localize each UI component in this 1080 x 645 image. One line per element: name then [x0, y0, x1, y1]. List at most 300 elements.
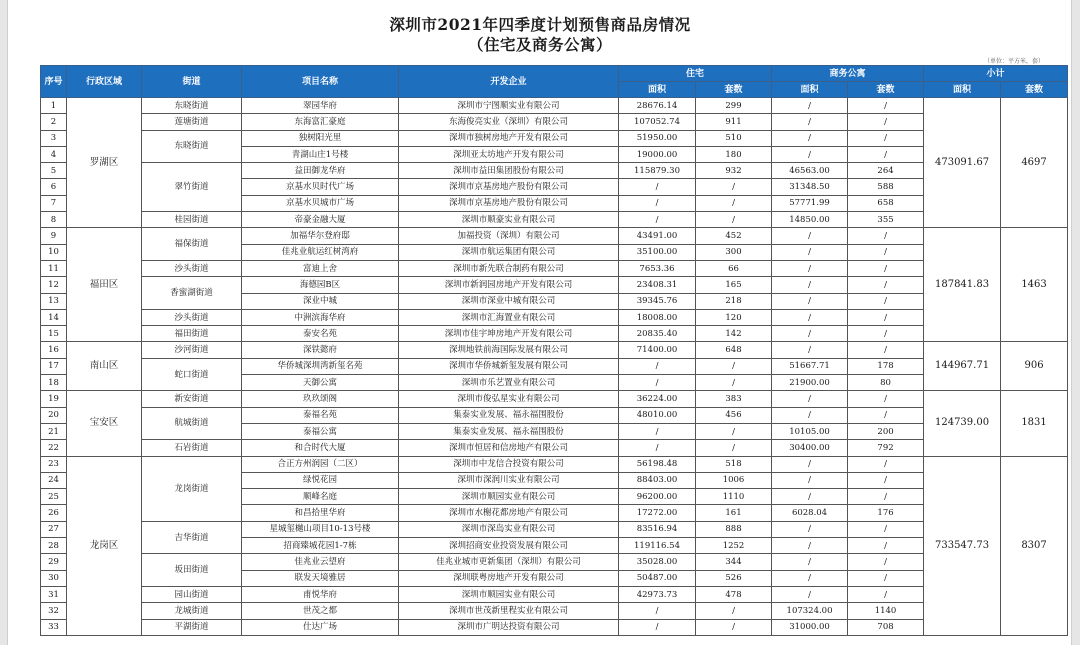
commercial-units: 264: [848, 163, 924, 179]
developer-name: 深圳市顺园实业有限公司: [399, 586, 619, 602]
developer-name: 深圳市世茂新里程实业有限公司: [399, 603, 619, 619]
residential-units: 142: [696, 326, 772, 342]
commercial-area: /: [772, 130, 848, 146]
commercial-units: 1140: [848, 603, 924, 619]
street-cell: 东晓街道: [142, 98, 242, 114]
table-row: [41, 391, 1068, 407]
residential-area: 35028.00: [619, 554, 696, 570]
project-name: 中洲滨海华府: [242, 309, 399, 325]
project-name: 独树阳光里: [242, 130, 399, 146]
project-name: 海德园B区: [242, 277, 399, 293]
district-cell: 福田区: [67, 228, 142, 342]
developer-name: 深圳地铁前海国际发展有限公司: [399, 342, 619, 358]
subtotal-area: 473091.67: [924, 98, 1001, 228]
commercial-units: /: [848, 407, 924, 423]
row-seq: 4: [41, 146, 67, 162]
developer-name: 集泰实业发展、福永福围股份: [399, 407, 619, 423]
commercial-units: 355: [848, 212, 924, 228]
developer-name: 深圳市汇海置业有限公司: [399, 309, 619, 325]
street-cell: 石岩街道: [142, 440, 242, 456]
residential-units: /: [696, 440, 772, 456]
commercial-units: /: [848, 228, 924, 244]
residential-area: 20835.40: [619, 326, 696, 342]
developer-name: 深圳招商安业投资发展有限公司: [399, 538, 619, 554]
commercial-units: /: [848, 391, 924, 407]
header-sub-units: 套数: [1001, 82, 1068, 98]
commercial-units: 658: [848, 195, 924, 211]
commercial-units: 200: [848, 423, 924, 439]
developer-name: 深圳市恒居和信房地产有限公司: [399, 440, 619, 456]
table-row: [41, 260, 1068, 276]
commercial-area: /: [772, 326, 848, 342]
project-name: 甫悦华府: [242, 586, 399, 602]
subtotal-area: 144967.71: [924, 342, 1001, 391]
residential-units: 1252: [696, 538, 772, 554]
project-name: 星城玺樾山项目10-13号楼: [242, 521, 399, 537]
project-name: 东海富汇豪庭: [242, 114, 399, 130]
residential-units: 1110: [696, 489, 772, 505]
residential-area: 36224.00: [619, 391, 696, 407]
residential-area: 96200.00: [619, 489, 696, 505]
residential-area: 18008.00: [619, 309, 696, 325]
residential-area: 35100.00: [619, 244, 696, 260]
street-cell: 龙城街道: [142, 603, 242, 619]
commercial-area: /: [772, 489, 848, 505]
residential-units: 300: [696, 244, 772, 260]
subtotal-area: 187841.83: [924, 228, 1001, 342]
subtotal-units: 8307: [1001, 456, 1068, 635]
table-row: [41, 603, 1068, 619]
developer-name: 深圳市航运集团有限公司: [399, 244, 619, 260]
commercial-units: /: [848, 326, 924, 342]
developer-name: 深圳市新润园房地产开发有限公司: [399, 277, 619, 293]
commercial-area: /: [772, 342, 848, 358]
table-row: [41, 114, 1068, 130]
commercial-area: /: [772, 114, 848, 130]
residential-units: 911: [696, 114, 772, 130]
row-seq: 32: [41, 603, 67, 619]
residential-area: /: [619, 195, 696, 211]
commercial-units: 708: [848, 619, 924, 635]
district-cell: 罗湖区: [67, 98, 142, 228]
residential-units: /: [696, 375, 772, 391]
commercial-area: /: [772, 277, 848, 293]
row-seq: 25: [41, 489, 67, 505]
table-row: [41, 277, 1068, 293]
project-name: 益田御龙华府: [242, 163, 399, 179]
residential-units: 218: [696, 293, 772, 309]
street-cell: 东晓街道: [142, 130, 242, 163]
header-com-units: 套数: [848, 82, 924, 98]
commercial-area: /: [772, 521, 848, 537]
developer-name: 深圳市深润川实业有限公司: [399, 472, 619, 488]
row-seq: 5: [41, 163, 67, 179]
header-residential: 住宅: [619, 66, 772, 82]
project-name: 顺峰名庭: [242, 489, 399, 505]
developer-name: 深圳市京基房地产股份有限公司: [399, 195, 619, 211]
project-name: 青湖山庄1号楼: [242, 146, 399, 162]
street-cell: 吉华街道: [142, 521, 242, 554]
project-name: 佳兆业航运红树湾府: [242, 244, 399, 260]
table-row: [41, 521, 1068, 537]
header-project: 项目名称: [242, 66, 399, 98]
residential-area: 17272.00: [619, 505, 696, 521]
row-seq: 10: [41, 244, 67, 260]
residential-area: 42973.73: [619, 586, 696, 602]
developer-name: 深圳市华侨城新玺发展有限公司: [399, 358, 619, 374]
table-row: [41, 586, 1068, 602]
commercial-area: 21900.00: [772, 375, 848, 391]
page-title: 深圳市2021年四季度计划预售商品房情况: [389, 15, 691, 34]
table-row: [41, 228, 1068, 244]
developer-name: 佳兆业城市更新集团（深圳）有限公司: [399, 554, 619, 570]
residential-area: /: [619, 423, 696, 439]
commercial-area: 30400.00: [772, 440, 848, 456]
header-subtotal: 小计: [924, 66, 1068, 82]
row-seq: 27: [41, 521, 67, 537]
developer-name: 深圳市水榭花都房地产有限公司: [399, 505, 619, 521]
commercial-units: /: [848, 277, 924, 293]
residential-area: 43491.00: [619, 228, 696, 244]
residential-area: 88403.00: [619, 472, 696, 488]
project-name: 泰福公寓: [242, 423, 399, 439]
residential-area: 19000.00: [619, 146, 696, 162]
residential-area: /: [619, 619, 696, 635]
developer-name: 深圳市宁图顺实业有限公司: [399, 98, 619, 114]
commercial-area: /: [772, 146, 848, 162]
row-seq: 30: [41, 570, 67, 586]
residential-units: 932: [696, 163, 772, 179]
page-subtitle: （住宅及商务公寓）: [467, 35, 612, 54]
table-row: [41, 407, 1068, 423]
commercial-area: 10105.00: [772, 423, 848, 439]
commercial-units: 792: [848, 440, 924, 456]
street-cell: 坂田街道: [142, 554, 242, 587]
street-cell: 航城街道: [142, 407, 242, 440]
project-name: 京基水贝时代广场: [242, 179, 399, 195]
header-sub-area: 面积: [924, 82, 1001, 98]
subtotal-area: 124739.00: [924, 391, 1001, 456]
header-street: 街道: [142, 66, 242, 98]
residential-units: 452: [696, 228, 772, 244]
residential-area: 48010.00: [619, 407, 696, 423]
subtotal-units: 906: [1001, 342, 1068, 391]
presale-table: [40, 65, 1068, 636]
project-name: 和昌拾里华府: [242, 505, 399, 521]
residential-units: 1006: [696, 472, 772, 488]
row-seq: 9: [41, 228, 67, 244]
row-seq: 31: [41, 586, 67, 602]
residential-area: /: [619, 212, 696, 228]
project-name: 翠园华府: [242, 98, 399, 114]
project-name: 佳兆业云望府: [242, 554, 399, 570]
street-cell: 蛇口街道: [142, 358, 242, 391]
residential-units: 526: [696, 570, 772, 586]
commercial-area: 46563.00: [772, 163, 848, 179]
residential-units: /: [696, 179, 772, 195]
residential-area: /: [619, 603, 696, 619]
street-cell: 龙岗街道: [142, 456, 242, 521]
row-seq: 11: [41, 260, 67, 276]
commercial-units: /: [848, 538, 924, 554]
left-scroll-rail: [0, 0, 8, 645]
district-cell: 宝安区: [67, 391, 142, 456]
street-cell: 香蜜湖街道: [142, 277, 242, 310]
row-seq: 17: [41, 358, 67, 374]
developer-name: 深圳市深业中城有限公司: [399, 293, 619, 309]
commercial-units: /: [848, 260, 924, 276]
commercial-units: /: [848, 472, 924, 488]
project-name: 京基水贝城市广场: [242, 195, 399, 211]
row-seq: 29: [41, 554, 67, 570]
residential-area: 71400.00: [619, 342, 696, 358]
commercial-units: /: [848, 114, 924, 130]
commercial-area: /: [772, 472, 848, 488]
table-body: [41, 98, 1068, 636]
residential-units: 383: [696, 391, 772, 407]
street-cell: 桂园街道: [142, 212, 242, 228]
residential-units: /: [696, 619, 772, 635]
district-cell: 南山区: [67, 342, 142, 391]
row-seq: 22: [41, 440, 67, 456]
header-district: 行政区域: [67, 66, 142, 98]
commercial-area: /: [772, 407, 848, 423]
street-cell: 福保街道: [142, 228, 242, 261]
project-name: 仕达广场: [242, 619, 399, 635]
row-seq: 7: [41, 195, 67, 211]
commercial-area: /: [772, 293, 848, 309]
residential-area: 39345.76: [619, 293, 696, 309]
residential-units: 344: [696, 554, 772, 570]
residential-area: /: [619, 375, 696, 391]
table-row: [41, 130, 1068, 146]
residential-units: 299: [696, 98, 772, 114]
project-name: 联发天境雅居: [242, 570, 399, 586]
row-seq: 15: [41, 326, 67, 342]
developer-name: 深圳亚太坊地产开发有限公司: [399, 146, 619, 162]
commercial-units: 176: [848, 505, 924, 521]
street-cell: 沙河街道: [142, 342, 242, 358]
header-row-1: [41, 66, 1068, 82]
commercial-area: /: [772, 228, 848, 244]
developer-name: 深圳市广明达投资有限公司: [399, 619, 619, 635]
table-row: [41, 326, 1068, 342]
project-name: 深铁懿府: [242, 342, 399, 358]
commercial-units: /: [848, 554, 924, 570]
residential-units: /: [696, 358, 772, 374]
residential-area: /: [619, 179, 696, 195]
commercial-area: 31348.50: [772, 179, 848, 195]
table-row: [41, 163, 1068, 179]
residential-area: 23408.31: [619, 277, 696, 293]
project-name: 合正方州润园（二区）: [242, 456, 399, 472]
street-cell: 园山街道: [142, 586, 242, 602]
project-name: 富迪上舍: [242, 260, 399, 276]
commercial-area: 51667.71: [772, 358, 848, 374]
subtotal-units: 1831: [1001, 391, 1068, 456]
developer-name: 深圳市益田集团股份有限公司: [399, 163, 619, 179]
commercial-area: 6028.04: [772, 505, 848, 521]
project-name: 帝豪金融大厦: [242, 212, 399, 228]
developer-name: 东海俊亮实业（深圳）有限公司: [399, 114, 619, 130]
row-seq: 21: [41, 423, 67, 439]
project-name: 泰安名苑: [242, 326, 399, 342]
residential-units: 510: [696, 130, 772, 146]
project-name: 天御公寓: [242, 375, 399, 391]
row-seq: 12: [41, 277, 67, 293]
subtotal-area: 733547.73: [924, 456, 1001, 635]
residential-units: 161: [696, 505, 772, 521]
residential-area: 115879.30: [619, 163, 696, 179]
residential-units: 456: [696, 407, 772, 423]
residential-units: /: [696, 423, 772, 439]
row-seq: 14: [41, 309, 67, 325]
residential-area: 50487.00: [619, 570, 696, 586]
commercial-area: 14850.00: [772, 212, 848, 228]
developer-name: 加福投资（深圳）有限公司: [399, 228, 619, 244]
row-seq: 24: [41, 472, 67, 488]
residential-units: 478: [696, 586, 772, 602]
commercial-area: /: [772, 586, 848, 602]
commercial-area: 107324.00: [772, 603, 848, 619]
row-seq: 18: [41, 375, 67, 391]
row-seq: 23: [41, 456, 67, 472]
commercial-area: /: [772, 309, 848, 325]
header-com-area: 面积: [772, 82, 848, 98]
row-seq: 2: [41, 114, 67, 130]
commercial-area: /: [772, 391, 848, 407]
row-seq: 26: [41, 505, 67, 521]
commercial-units: /: [848, 570, 924, 586]
project-name: 招商臻城花园1-7栋: [242, 538, 399, 554]
table-row: [41, 212, 1068, 228]
developer-name: 深圳市京基房地产股份有限公司: [399, 179, 619, 195]
header-res-units: 套数: [696, 82, 772, 98]
commercial-units: 588: [848, 179, 924, 195]
residential-area: 107052.74: [619, 114, 696, 130]
residential-area: 119116.54: [619, 538, 696, 554]
project-name: 深业中城: [242, 293, 399, 309]
street-cell: 平湖街道: [142, 619, 242, 635]
residential-units: 165: [696, 277, 772, 293]
commercial-units: 80: [848, 375, 924, 391]
street-cell: 福田街道: [142, 326, 242, 342]
commercial-units: /: [848, 130, 924, 146]
commercial-units: /: [848, 146, 924, 162]
commercial-units: /: [848, 309, 924, 325]
commercial-area: /: [772, 554, 848, 570]
project-name: 加福华尔登府邸: [242, 228, 399, 244]
commercial-units: /: [848, 98, 924, 114]
developer-name: 深圳市俊弘星实业有限公司: [399, 391, 619, 407]
developer-name: 深圳市新先联合制药有限公司: [399, 260, 619, 276]
table-row: [41, 309, 1068, 325]
table-row: [41, 342, 1068, 358]
commercial-area: 31000.00: [772, 619, 848, 635]
developer-name: 集泰实业发展、福永福围股份: [399, 423, 619, 439]
unit-note: （单位：平方米，套）: [983, 58, 1044, 65]
commercial-units: /: [848, 293, 924, 309]
row-seq: 33: [41, 619, 67, 635]
right-scroll-rail: [1071, 0, 1080, 645]
residential-area: 7653.36: [619, 260, 696, 276]
residential-area: 83516.94: [619, 521, 696, 537]
commercial-area: /: [772, 244, 848, 260]
developer-name: 深圳市独树房地产开发有限公司: [399, 130, 619, 146]
table-row: [41, 554, 1068, 570]
residential-units: 518: [696, 456, 772, 472]
row-seq: 6: [41, 179, 67, 195]
table-row: [41, 619, 1068, 635]
header-res-area: 面积: [619, 82, 696, 98]
project-name: 世茂之都: [242, 603, 399, 619]
commercial-area: /: [772, 98, 848, 114]
project-name: 玖玖颂阁: [242, 391, 399, 407]
commercial-units: /: [848, 586, 924, 602]
street-cell: 沙头街道: [142, 260, 242, 276]
row-seq: 13: [41, 293, 67, 309]
commercial-units: /: [848, 244, 924, 260]
residential-units: /: [696, 212, 772, 228]
developer-name: 深圳市乐艺置业有限公司: [399, 375, 619, 391]
row-seq: 1: [41, 98, 67, 114]
row-seq: 20: [41, 407, 67, 423]
project-name: 绿悦花园: [242, 472, 399, 488]
row-seq: 19: [41, 391, 67, 407]
developer-name: 深圳联粤房地产开发有限公司: [399, 570, 619, 586]
commercial-area: /: [772, 538, 848, 554]
header-developer: 开发企业: [399, 66, 619, 98]
row-seq: 3: [41, 130, 67, 146]
commercial-area: /: [772, 260, 848, 276]
residential-area: /: [619, 440, 696, 456]
commercial-units: /: [848, 342, 924, 358]
residential-units: 888: [696, 521, 772, 537]
commercial-units: /: [848, 489, 924, 505]
table-row: [41, 456, 1068, 472]
row-seq: 28: [41, 538, 67, 554]
developer-name: 深圳市中龙信合投资有限公司: [399, 456, 619, 472]
commercial-area: /: [772, 456, 848, 472]
street-cell: 沙头街道: [142, 309, 242, 325]
street-cell: 莲塘街道: [142, 114, 242, 130]
street-cell: 新安街道: [142, 391, 242, 407]
residential-area: 28676.14: [619, 98, 696, 114]
district-cell: 龙岗区: [67, 456, 142, 635]
table-row: [41, 440, 1068, 456]
commercial-area: 57771.99: [772, 195, 848, 211]
residential-area: 51950.00: [619, 130, 696, 146]
residential-units: 648: [696, 342, 772, 358]
subtotal-units: 1463: [1001, 228, 1068, 342]
header-commercial: 商务公寓: [772, 66, 924, 82]
subtotal-units: 4697: [1001, 98, 1068, 228]
table-row: [41, 358, 1068, 374]
table-row: [41, 98, 1068, 114]
project-name: 华侨城深圳湾新玺名苑: [242, 358, 399, 374]
developer-name: 深圳市顺豪实业有限公司: [399, 212, 619, 228]
residential-area: /: [619, 358, 696, 374]
residential-units: 66: [696, 260, 772, 276]
residential-units: 120: [696, 309, 772, 325]
project-name: 和合时代大厦: [242, 440, 399, 456]
commercial-units: 178: [848, 358, 924, 374]
residential-area: 56198.48: [619, 456, 696, 472]
developer-name: 深圳市佳宇坤房地产开发有限公司: [399, 326, 619, 342]
row-seq: 8: [41, 212, 67, 228]
commercial-area: /: [772, 570, 848, 586]
developer-name: 深圳市深岛实业有限公司: [399, 521, 619, 537]
